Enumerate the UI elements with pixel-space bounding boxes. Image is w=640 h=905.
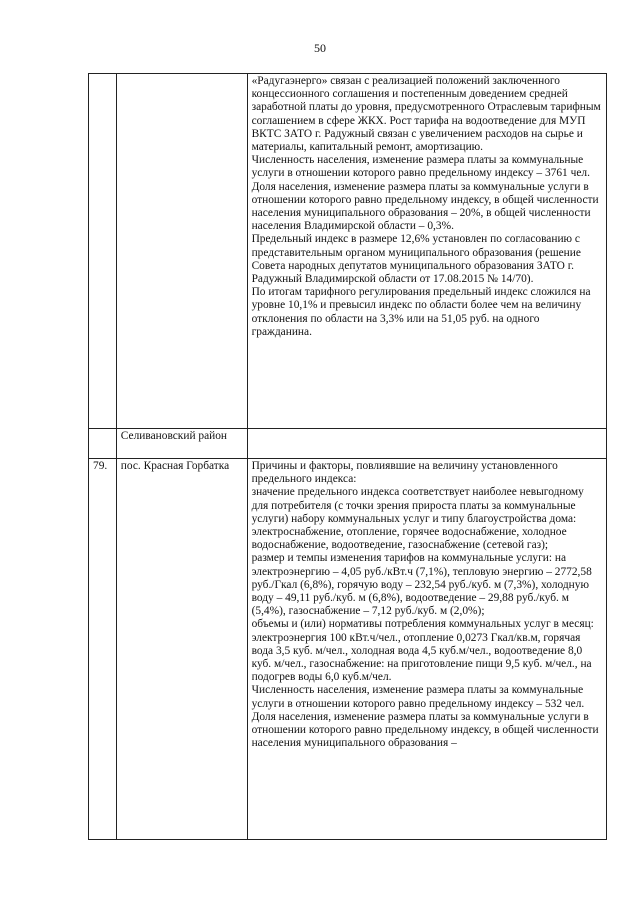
- page-number: 50: [314, 41, 326, 55]
- paragraph: размер и темпы изменения тарифов на коммунальные услуги: на электроэнергию – 4,05 руб./кВт.ч (7,1%), тепловую энергию – 2772,58 руб./Гкал (6,8%), горячую воду – 232,54 руб./куб. м (7,3%), холодную воду – 49,11 руб./куб. м (6,8%), водоотведение – 29,88 руб./куб. м (5,4%), газоснабжение – 7,12 руб./куб. м (2,0%);: [251, 552, 592, 618]
- paragraph: значение предельного индекса соответствует наиболее невыгодному для потребителя (с точки зрения прироста платы за коммунальные услуги) набору коммунальных услуг и типу благоустройства дома: электроснабжение, отопление, горячее водоснабжение, холодное водоснабжение, водоотведение, газоснабжение (сетевой газ);: [251, 486, 584, 552]
- municipality-name: пос. Красная Горбатка: [120, 460, 230, 472]
- row-number-cell: [89, 429, 117, 459]
- row-number-cell: [89, 459, 117, 840]
- table-row: [89, 429, 607, 459]
- paragraph: объемы и (или) нормативы потребления коммунальных услуг в месяц: электроэнергия 100 кВт.ч/чел., отопление 0,0273 Гкал/кв.м, горячая вода 3,5 куб. м/чел., холодная вода 4,5 куб.м/чел., водоотведение 8,0 куб. м/чел., газоснабжение: на приготовление пищи 9,5 куб. м/чел., на подогрев воды 6,0 куб.м/чел.: [251, 618, 594, 684]
- table-row: [89, 74, 607, 429]
- description-cell: [247, 459, 606, 840]
- municipality-cell: [116, 74, 247, 429]
- paragraph: Доля населения, изменение размера платы за коммунальные услуги в отношении которого равно предельному индексу, в общей численности населения муниципального образования –: [251, 710, 599, 750]
- paragraph: «Радугаэнерго» связан с реализацией положений заключенного концессионного соглашения и постепенным доведением средней заработной платы до уровня, предусмотренного Отраслевым тарифным соглашением в сфере ЖКХ. Рост тарифа на водоотведение для МУП ВКТС ЗАТО г. Радужный связан с увеличением расходов на сырье и материалы, капитальный ремонт, амортизацию.: [251, 75, 601, 154]
- description-cell: [247, 429, 606, 459]
- document-table: [88, 73, 607, 840]
- municipality-cell: [116, 459, 247, 840]
- row-number-cell: [89, 74, 117, 429]
- description-cell: [247, 74, 606, 429]
- row-number: 79.: [93, 460, 108, 472]
- paragraph: Численность населения, изменение размера платы за коммунальные услуги в отношении которого равно предельному индексу – 532 чел.: [251, 684, 585, 710]
- paragraph: Предельный индекс в размере 12,6% установлен по согласованию с представительным органом муниципального образования (решение Совета народных депутатов муниципального образования ЗАТО г. Радужный Владимирской области от 17.08.2015 № 14/70).: [251, 233, 581, 286]
- district-cell: [116, 429, 247, 459]
- paragraph: Численность населения, изменение размера платы за коммунальные услуги в отношении которого равно предельному индексу – 3761 чел.: [251, 154, 590, 180]
- paragraph: Причины и факторы, повлиявшие на величину установленного предельного индекса:: [251, 460, 558, 486]
- paragraph: Доля населения, изменение размера платы за коммунальные услуги в отношении которого равно предельному индексу, в общей численности населения муниципального образования – 20%, в общей численности населения Владимирской области – 0,3%.: [251, 180, 599, 233]
- table-row: [89, 459, 607, 840]
- district-name: Селивановский район: [120, 430, 228, 442]
- paragraph: По итогам тарифного регулирования предельный индекс сложился на уровне 10,1% и превысил индекс по области более чем на величину отклонения по области на 3,3% или на 51,05 руб. на одного гражданина.: [251, 286, 591, 338]
